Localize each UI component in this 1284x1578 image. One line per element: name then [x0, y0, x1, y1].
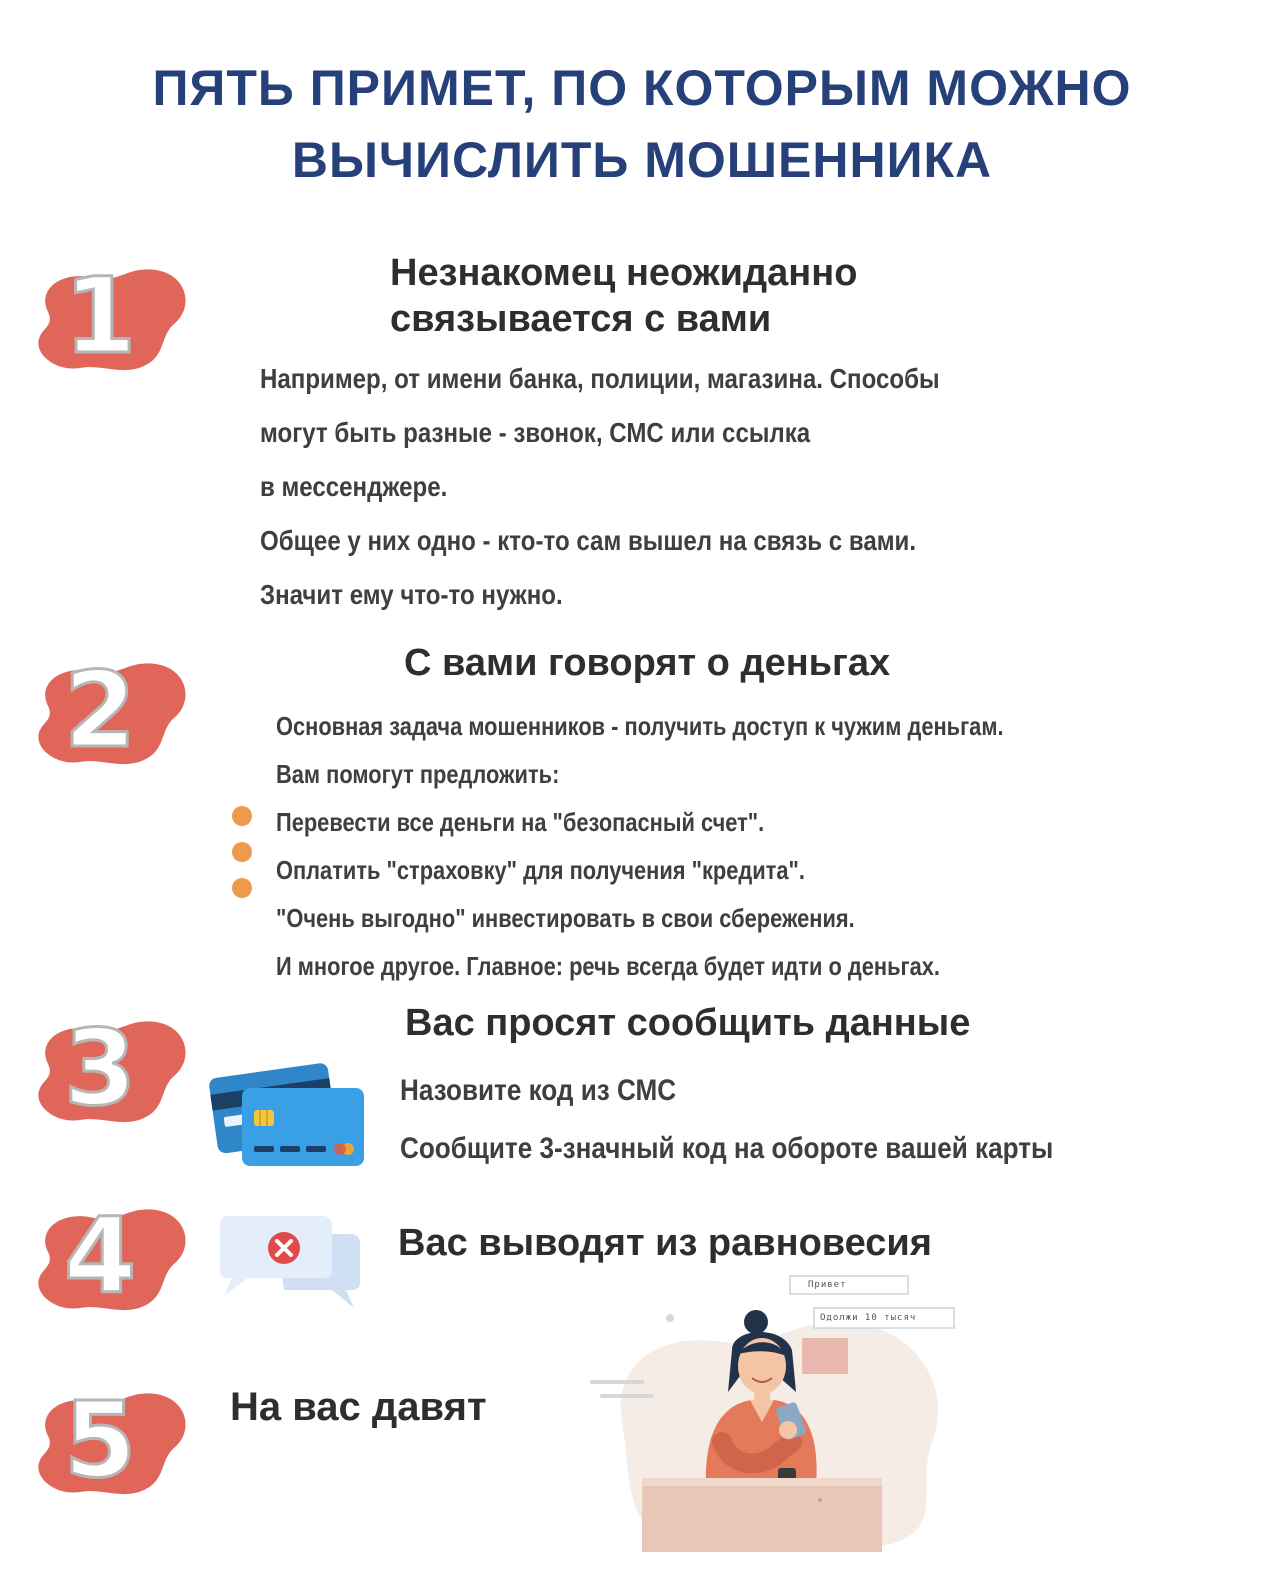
number-badge-2 [18, 642, 193, 772]
item-1-body-line: могут быть разные - звонок, СМС или ссылка [260, 417, 811, 448]
chat-message-1: Привет [808, 1280, 847, 1290]
number-1-text: 1 [63, 255, 137, 377]
page-title-line-2: ВЫЧИСЛИТЬ МОШЕННИКА [291, 132, 993, 188]
page-title [0, 52, 1284, 196]
item-2-body-line: Вам помогут предложить: [276, 759, 560, 789]
bank-cards-icon [204, 1052, 368, 1170]
item-3-body-line: Сообщите 3-значный код на обороте вашей карты [400, 1132, 1054, 1165]
number-3-text: 3 [63, 1007, 137, 1129]
item-2-body-line: Перевести все деньги на "безопасный счет". [276, 807, 765, 837]
number-5-text: 5 [63, 1379, 137, 1501]
chat-error-icon [214, 1212, 364, 1312]
number-badge-3 [18, 1000, 193, 1130]
page-title-line-1: ПЯТЬ ПРИМЕТ, ПО КОТОРЫМ МОЖНО [152, 60, 1132, 116]
item-1-body-line: Значит ему что-то нужно. [260, 579, 563, 610]
item-2-body-line: "Очень выгодно" инвестировать в свои сбережения. [276, 903, 855, 933]
item-1-body-line: в мессенджере. [260, 471, 448, 502]
item-3-body [400, 1062, 1151, 1178]
item-2-body-line: Основная задача мошенников - получить доступ к чужим деньгам. [276, 711, 1004, 741]
number-2-text: 2 [63, 649, 137, 771]
item-1-body [260, 352, 1050, 622]
item-3-body-line: Назовите код из СМС [400, 1074, 677, 1107]
chat-message-2: Одолжи 10 тысяч [820, 1313, 917, 1323]
item-1-heading-line: Незнакомец неожиданно [390, 252, 858, 294]
item-5-heading: На вас давят [230, 1385, 487, 1429]
number-badge-5 [18, 1372, 193, 1502]
item-1-body-line: Общее у них одно - кто-то сам вышел на связь с вами. [260, 525, 917, 556]
woman-with-phone-illustration [582, 1272, 982, 1572]
item-1-heading-line: связывается с вами [390, 298, 772, 340]
item-3-heading: Вас просят сообщить данные [405, 1002, 971, 1044]
item-4-heading: Вас выводят из равновесия [398, 1222, 932, 1264]
number-badge-4 [18, 1188, 193, 1318]
bullet-dot [232, 878, 252, 898]
number-4-text: 4 [63, 1195, 137, 1317]
item-2-body-line: И многое другое. Главное: речь всегда будет идти о деньгах. [276, 951, 940, 981]
bullet-dot [232, 842, 252, 862]
item-2-heading: С вами говорят о деньгах [404, 642, 891, 684]
bullet-dot [232, 806, 252, 826]
number-badge-1 [18, 248, 193, 378]
item-2-body-line: Оплатить "страховку" для получения "кредита". [276, 855, 805, 885]
item-1-body-line: Например, от имени банка, полиции, магазина. Способы [260, 363, 940, 394]
item-2-body [276, 702, 1142, 990]
item-1-heading [390, 250, 857, 342]
